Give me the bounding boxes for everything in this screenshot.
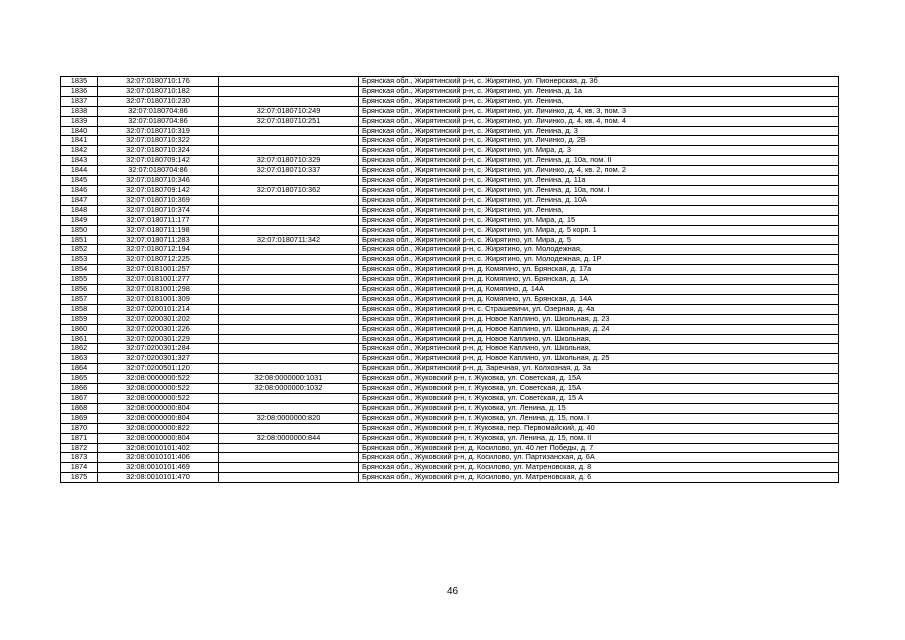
parent-cadastral-number-cell (219, 77, 359, 87)
address-cell: Брянская обл., Жирятинский р-н, с. Жирятино, ул. Ленина, (359, 96, 839, 106)
table-row (61, 294, 839, 304)
parent-cadastral-number-cell (219, 245, 359, 255)
parent-cadastral-number-cell (219, 96, 359, 106)
row-number-cell: 1853 (61, 255, 98, 265)
row-number-cell: 1837 (61, 96, 98, 106)
row-number-cell: 1857 (61, 294, 98, 304)
cadastral-number-cell: 32:07:0180709:142 (98, 185, 219, 195)
cadastral-number-cell: 32:07:0200301:284 (98, 344, 219, 354)
parent-cadastral-number-cell (219, 275, 359, 285)
address-cell: Брянская обл., Жирятинский р-н, с. Жирятино, ул. Личинко, д. 4, кв. 2, пом. 2 (359, 166, 839, 176)
table-row (61, 116, 839, 126)
address-cell: Брянская обл., Жуковский р-н, г. Жуковка, ул. Ленина, д. 15, пом. I (359, 413, 839, 423)
cadastral-number-cell: 32:07:0200301:229 (98, 334, 219, 344)
cadastral-number-cell: 32:07:0180704:86 (98, 166, 219, 176)
parent-cadastral-number-cell (219, 314, 359, 324)
row-number-cell: 1874 (61, 463, 98, 473)
table-row (61, 433, 839, 443)
table-row (61, 374, 839, 384)
parent-cadastral-number-cell (219, 285, 359, 295)
cadastral-number-cell: 32:07:0180710:176 (98, 77, 219, 87)
row-number-cell: 1855 (61, 275, 98, 285)
address-cell: Брянская обл., Жирятинский р-н, д. Новое Каплино, ул. Школьная, д. 23 (359, 314, 839, 324)
row-number-cell: 1870 (61, 423, 98, 433)
row-number-cell: 1866 (61, 384, 98, 394)
address-cell: Брянская обл., Жирятинский р-н, д. Новое Каплино, ул. Школьная, д. 25 (359, 354, 839, 364)
table-row (61, 324, 839, 334)
table-row (61, 334, 839, 344)
cadastral-number-cell: 32:07:0200101:214 (98, 304, 219, 314)
cadastral-number-cell: 32:07:0180711:283 (98, 235, 219, 245)
table-row (61, 77, 839, 87)
row-number-cell: 1844 (61, 166, 98, 176)
row-number-cell: 1872 (61, 443, 98, 453)
row-number-cell: 1846 (61, 185, 98, 195)
row-number-cell: 1869 (61, 413, 98, 423)
parent-cadastral-number-cell: 32:08:0000000:1032 (219, 384, 359, 394)
address-cell: Брянская обл., Жирятинский р-н, с. Жирятино, ул. Личинко, д. 2В (359, 136, 839, 146)
address-cell: Брянская обл., Жуковский р-н, д. Косилово, ул. Партизанская, д. 6А (359, 453, 839, 463)
page-number: 46 (446, 586, 459, 597)
row-number-cell: 1860 (61, 324, 98, 334)
address-cell: Брянская обл., Жирятинский р-н, с. Жирятино, ул. Ленина, д. 3 (359, 126, 839, 136)
table-row (61, 146, 839, 156)
parent-cadastral-number-cell (219, 394, 359, 404)
table-row (61, 185, 839, 195)
row-number-cell: 1871 (61, 433, 98, 443)
cadastral-number-cell: 32:08:0010101:402 (98, 443, 219, 453)
parent-cadastral-number-cell (219, 126, 359, 136)
cadastral-number-cell: 32:08:0000000:522 (98, 374, 219, 384)
table-row (61, 106, 839, 116)
cadastral-number-cell: 32:07:0180710:182 (98, 86, 219, 96)
cadastral-number-cell: 32:08:0000000:804 (98, 413, 219, 423)
table-row (61, 344, 839, 354)
cadastral-number-cell: 32:07:0200501:120 (98, 364, 219, 374)
address-cell: Брянская обл., Жирятинский р-н, с. Жирятино, ул. Ленина, д. 11а (359, 176, 839, 186)
parent-cadastral-number-cell (219, 255, 359, 265)
address-cell: Брянская обл., Жирятинский р-н, с. Жирятино, ул. Мира, д. 5 корп. 1 (359, 225, 839, 235)
parent-cadastral-number-cell (219, 215, 359, 225)
parent-cadastral-number-cell (219, 403, 359, 413)
table-row (61, 275, 839, 285)
cadastral-number-cell: 32:07:0200301:202 (98, 314, 219, 324)
row-number-cell: 1875 (61, 473, 98, 483)
row-number-cell: 1864 (61, 364, 98, 374)
parent-cadastral-number-cell: 32:07:0180710:337 (219, 166, 359, 176)
cadastral-number-cell: 32:07:0180710:374 (98, 205, 219, 215)
table-row (61, 285, 839, 295)
address-cell: Брянская обл., Жирятинский р-н, с. Жирятино, ул. Ленина, д. 1а (359, 86, 839, 96)
address-cell: Брянская обл., Жирятинский р-н, д. Комягино, ул. Брянская, д. 14А (359, 294, 839, 304)
row-number-cell: 1835 (61, 77, 98, 87)
table-row (61, 314, 839, 324)
parent-cadastral-number-cell: 32:07:0180710:251 (219, 116, 359, 126)
cadastral-number-cell: 32:07:0181001:257 (98, 265, 219, 275)
cadastral-number-cell: 32:08:0010101:470 (98, 473, 219, 483)
address-cell: Брянская обл., Жуковский р-н, г. Жуковка, пер. Первомайский, д. 40 (359, 423, 839, 433)
table-row (61, 96, 839, 106)
parent-cadastral-number-cell (219, 463, 359, 473)
table-row (61, 156, 839, 166)
address-cell: Брянская обл., Жирятинский р-н, с. Страшевичи, ул. Озерная, д. 4а (359, 304, 839, 314)
row-number-cell: 1861 (61, 334, 98, 344)
address-cell: Брянская обл., Жирятинский р-н, д. Новое Каплино, ул. Школьная, д. 24 (359, 324, 839, 334)
table-row (61, 195, 839, 205)
address-cell: Брянская обл., Жуковский р-н, д. Косилово, ул. 40 лет Победы, д. 7 (359, 443, 839, 453)
table-row (61, 413, 839, 423)
table-row (61, 255, 839, 265)
table-row (61, 453, 839, 463)
parent-cadastral-number-cell (219, 354, 359, 364)
address-cell: Брянская обл., Жирятинский р-н, д. Комягино, ул. Брянская, д. 1А (359, 275, 839, 285)
parent-cadastral-number-cell (219, 443, 359, 453)
row-number-cell: 1868 (61, 403, 98, 413)
row-number-cell: 1842 (61, 146, 98, 156)
table-row (61, 245, 839, 255)
cadastral-number-cell: 32:08:0000000:804 (98, 403, 219, 413)
cadastral-number-cell: 32:07:0180712:225 (98, 255, 219, 265)
row-number-cell: 1845 (61, 176, 98, 186)
table-row (61, 265, 839, 275)
cadastral-number-cell: 32:08:0010101:469 (98, 463, 219, 473)
table-row (61, 403, 839, 413)
row-number-cell: 1852 (61, 245, 98, 255)
cadastral-number-cell: 32:07:0180704:86 (98, 106, 219, 116)
table-row (61, 136, 839, 146)
row-number-cell: 1863 (61, 354, 98, 364)
row-number-cell: 1841 (61, 136, 98, 146)
row-number-cell: 1856 (61, 285, 98, 295)
property-table-body (61, 77, 839, 483)
table-row (61, 384, 839, 394)
address-cell: Брянская обл., Жуковский р-н, д. Косилово, ул. Матреновская, д. 8 (359, 463, 839, 473)
cadastral-number-cell: 32:08:0000000:522 (98, 394, 219, 404)
cadastral-number-cell: 32:08:0010101:406 (98, 453, 219, 463)
parent-cadastral-number-cell (219, 265, 359, 275)
row-number-cell: 1848 (61, 205, 98, 215)
address-cell: Брянская обл., Жирятинский р-н, с. Жирятино, ул. Ленина, (359, 205, 839, 215)
table-row (61, 86, 839, 96)
cadastral-number-cell: 32:08:0000000:804 (98, 433, 219, 443)
row-number-cell: 1839 (61, 116, 98, 126)
table-row (61, 364, 839, 374)
parent-cadastral-number-cell (219, 304, 359, 314)
parent-cadastral-number-cell (219, 195, 359, 205)
address-cell: Брянская обл., Жирятинский р-н, с. Жирятино, ул. Личинко, д. 4, кв. 4, пом. 4 (359, 116, 839, 126)
parent-cadastral-number-cell (219, 324, 359, 334)
address-cell: Брянская обл., Жирятинский р-н, с. Жирятино, ул. Молодежная, д. 1Р (359, 255, 839, 265)
row-number-cell: 1873 (61, 453, 98, 463)
address-cell: Брянская обл., Жуковский р-н, г. Жуковка, ул. Ленина, д. 15 (359, 403, 839, 413)
cadastral-number-cell: 32:07:0200301:327 (98, 354, 219, 364)
table-row (61, 354, 839, 364)
parent-cadastral-number-cell (219, 86, 359, 96)
cadastral-number-cell: 32:08:0000000:822 (98, 423, 219, 433)
cadastral-number-cell: 32:07:0180710:324 (98, 146, 219, 156)
parent-cadastral-number-cell (219, 344, 359, 354)
cadastral-number-cell: 32:07:0180712:194 (98, 245, 219, 255)
table-row (61, 176, 839, 186)
parent-cadastral-number-cell: 32:08:0000000:844 (219, 433, 359, 443)
row-number-cell: 1836 (61, 86, 98, 96)
address-cell: Брянская обл., Жирятинский р-н, с. Жирятино, ул. Личинко, д. 4, кв. 3, пом. 3 (359, 106, 839, 116)
table-row (61, 235, 839, 245)
row-number-cell: 1849 (61, 215, 98, 225)
table-row (61, 473, 839, 483)
cadastral-number-cell: 32:07:0180710:230 (98, 96, 219, 106)
parent-cadastral-number-cell (219, 146, 359, 156)
parent-cadastral-number-cell (219, 453, 359, 463)
parent-cadastral-number-cell: 32:08:0000000:1031 (219, 374, 359, 384)
row-number-cell: 1851 (61, 235, 98, 245)
parent-cadastral-number-cell: 32:07:0180710:362 (219, 185, 359, 195)
parent-cadastral-number-cell (219, 205, 359, 215)
row-number-cell: 1865 (61, 374, 98, 384)
table-row (61, 304, 839, 314)
property-table (60, 76, 839, 483)
cadastral-number-cell: 32:07:0180710:346 (98, 176, 219, 186)
address-cell: Брянская обл., Жуковский р-н, д. Косилово, ул. Матреновская, д. 6 (359, 473, 839, 483)
address-cell: Брянская обл., Жуковский р-н, г. Жуковка, ул. Советская, д. 15А (359, 384, 839, 394)
row-number-cell: 1854 (61, 265, 98, 275)
row-number-cell: 1858 (61, 304, 98, 314)
parent-cadastral-number-cell (219, 473, 359, 483)
cadastral-number-cell: 32:07:0181001:298 (98, 285, 219, 295)
address-cell: Брянская обл., Жирятинский р-н, д. Новое Каплино, ул. Школьная, (359, 344, 839, 354)
parent-cadastral-number-cell: 32:07:0180710:329 (219, 156, 359, 166)
row-number-cell: 1859 (61, 314, 98, 324)
parent-cadastral-number-cell (219, 225, 359, 235)
address-cell: Брянская обл., Жирятинский р-н, д. Комягино, д. 14А (359, 285, 839, 295)
address-cell: Брянская обл., Жирятинский р-н, с. Жирятино, ул. Мира, д. 15 (359, 215, 839, 225)
parent-cadastral-number-cell (219, 294, 359, 304)
parent-cadastral-number-cell: 32:07:0180710:249 (219, 106, 359, 116)
address-cell: Брянская обл., Жирятинский р-н, с. Жирятино, ул. Пионерская, д. 3б (359, 77, 839, 87)
row-number-cell: 1862 (61, 344, 98, 354)
parent-cadastral-number-cell: 32:07:0180711:342 (219, 235, 359, 245)
parent-cadastral-number-cell (219, 364, 359, 374)
cadastral-number-cell: 32:07:0180710:369 (98, 195, 219, 205)
address-cell: Брянская обл., Жирятинский р-н, с. Жирятино, ул. Мира, д. 3 (359, 146, 839, 156)
address-cell: Брянская обл., Жирятинский р-н, д. Заречная, ул. Колхозная, д. 3а (359, 364, 839, 374)
row-number-cell: 1838 (61, 106, 98, 116)
table-row (61, 423, 839, 433)
address-cell: Брянская обл., Жуковский р-н, г. Жуковка, ул. Советская, д. 15А (359, 374, 839, 384)
parent-cadastral-number-cell (219, 176, 359, 186)
address-cell: Брянская обл., Жирятинский р-н, д. Комягино, ул. Брянская, д. 17а (359, 265, 839, 275)
cadastral-number-cell: 32:07:0180710:319 (98, 126, 219, 136)
table-row (61, 205, 839, 215)
table-row (61, 463, 839, 473)
address-cell: Брянская обл., Жирятинский р-н, с. Жирятино, ул. Ленина, д. 10А (359, 195, 839, 205)
row-number-cell: 1843 (61, 156, 98, 166)
cadastral-number-cell: 32:07:0181001:277 (98, 275, 219, 285)
parent-cadastral-number-cell (219, 136, 359, 146)
address-cell: Брянская обл., Жирятинский р-н, д. Новое Каплино, ул. Школьная, (359, 334, 839, 344)
address-cell: Брянская обл., Жуковский р-н, г. Жуковка, ул. Советская, д. 15 А (359, 394, 839, 404)
cadastral-number-cell: 32:08:0000000:522 (98, 384, 219, 394)
parent-cadastral-number-cell: 32:08:0000000:820 (219, 413, 359, 423)
address-cell: Брянская обл., Жирятинский р-н, с. Жирятино, ул. Ленина, д. 10а, пом. II (359, 156, 839, 166)
row-number-cell: 1847 (61, 195, 98, 205)
row-number-cell: 1840 (61, 126, 98, 136)
parent-cadastral-number-cell (219, 423, 359, 433)
cadastral-number-cell: 32:07:0180704:86 (98, 116, 219, 126)
cadastral-number-cell: 32:07:0180711:198 (98, 225, 219, 235)
table-row (61, 215, 839, 225)
row-number-cell: 1850 (61, 225, 98, 235)
table-row (61, 225, 839, 235)
cadastral-number-cell: 32:07:0180709:142 (98, 156, 219, 166)
address-cell: Брянская обл., Жирятинский р-н, с. Жирятино, ул. Ленина, д. 10а, пом. I (359, 185, 839, 195)
address-cell: Брянская обл., Жуковский р-н, г. Жуковка, ул. Ленина, д. 15, пом. II (359, 433, 839, 443)
cadastral-number-cell: 32:07:0180710:322 (98, 136, 219, 146)
table-row (61, 126, 839, 136)
table-row (61, 166, 839, 176)
cadastral-number-cell: 32:07:0180711:177 (98, 215, 219, 225)
parent-cadastral-number-cell (219, 334, 359, 344)
table-row (61, 394, 839, 404)
address-cell: Брянская обл., Жирятинский р-н, с. Жирятино, ул. Молодежная, (359, 245, 839, 255)
cadastral-number-cell: 32:07:0200301:226 (98, 324, 219, 334)
row-number-cell: 1867 (61, 394, 98, 404)
address-cell: Брянская обл., Жирятинский р-н, с. Жирятино, ул. Мира, д. 5 (359, 235, 839, 245)
cadastral-number-cell: 32:07:0181001:309 (98, 294, 219, 304)
table-row (61, 443, 839, 453)
